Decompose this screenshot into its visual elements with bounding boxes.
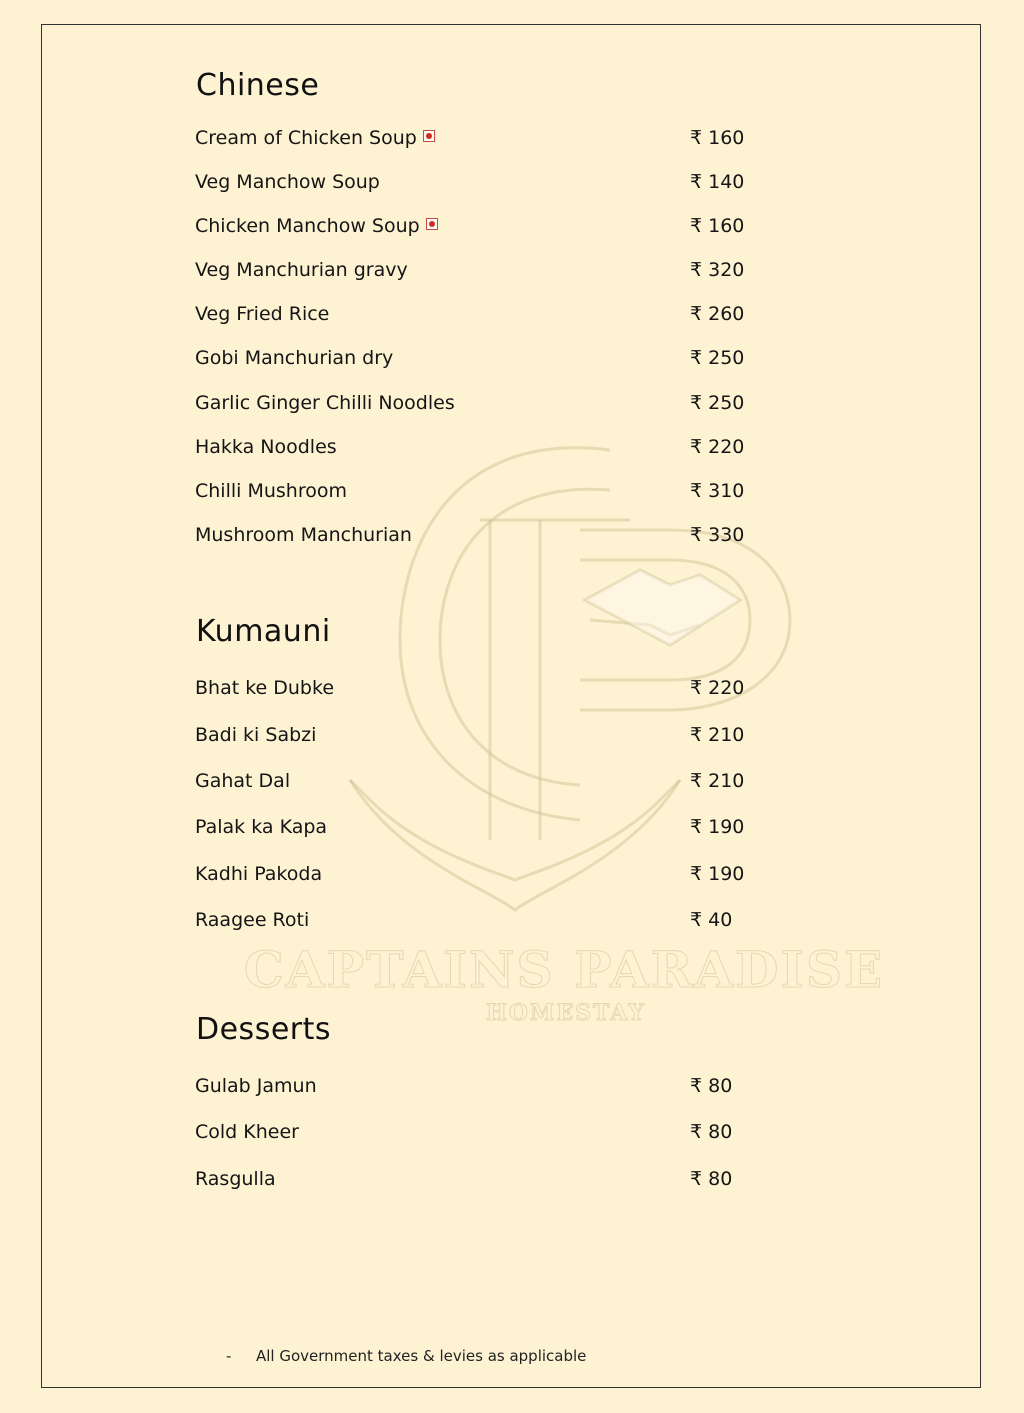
footnote-dash: - (226, 1347, 232, 1365)
item-price: ₹ 80 (690, 1168, 733, 1190)
item-name: Kadhi Pakoda (195, 863, 323, 885)
item-name: Palak ka Kapa (195, 816, 328, 838)
item-name: Veg Manchow Soup (195, 171, 380, 193)
item-price: ₹ 250 (690, 392, 745, 414)
item-price: ₹ 320 (690, 259, 745, 281)
item-price: ₹ 210 (690, 770, 745, 792)
item-name: Hakka Noodles (195, 436, 337, 458)
section-title-desserts: Desserts (196, 1012, 332, 1047)
item-name: Mushroom Manchurian (195, 524, 412, 546)
footnote-text: All Government taxes & levies as applicable (256, 1347, 587, 1365)
item-price: ₹ 80 (690, 1121, 733, 1143)
item-price: ₹ 260 (690, 303, 745, 325)
item-price: ₹ 220 (690, 436, 745, 458)
item-name: Gulab Jamun (195, 1075, 317, 1097)
item-price: ₹ 160 (690, 127, 745, 149)
item-price: ₹ 160 (690, 215, 745, 237)
item-name: Gobi Manchurian dry (195, 347, 394, 369)
item-price: ₹ 250 (690, 347, 745, 369)
item-name: Veg Fried Rice (195, 303, 330, 325)
item-price: ₹ 140 (690, 171, 745, 193)
item-name: Chilli Mushroom (195, 480, 347, 502)
item-name: Veg Manchurian gravy (195, 259, 408, 281)
menu-page-border (41, 24, 981, 1388)
item-price: ₹ 190 (690, 863, 745, 885)
tax-footnote (226, 1347, 586, 1365)
watermark-subtitle: HOMESTAY (486, 1000, 646, 1026)
item-name: Rasgulla (195, 1168, 276, 1190)
item-name: Raagee Roti (195, 909, 310, 931)
item-price: ₹ 310 (690, 480, 745, 502)
item-price: ₹ 190 (690, 816, 745, 838)
item-name: Cold Kheer (195, 1121, 299, 1143)
nonveg-icon (426, 218, 438, 230)
item-name: Cream of Chicken Soup (195, 127, 417, 149)
section-title-kumauni: Kumauni (196, 614, 331, 649)
item-price: ₹ 40 (690, 909, 733, 931)
item-price: ₹ 80 (690, 1075, 733, 1097)
item-price: ₹ 210 (690, 724, 745, 746)
item-price: ₹ 330 (690, 524, 745, 546)
item-name: Badi ki Sabzi (195, 724, 317, 746)
item-name: Gahat Dal (195, 770, 291, 792)
section-title-chinese: Chinese (196, 68, 320, 103)
watermark-title: CAPTAINS PARADISE (243, 940, 885, 999)
item-name: Chicken Manchow Soup (195, 215, 420, 237)
item-price: ₹ 220 (690, 677, 745, 699)
item-name: Bhat ke Dubke (195, 677, 335, 699)
item-name: Garlic Ginger Chilli Noodles (195, 392, 455, 414)
nonveg-icon (423, 130, 435, 142)
